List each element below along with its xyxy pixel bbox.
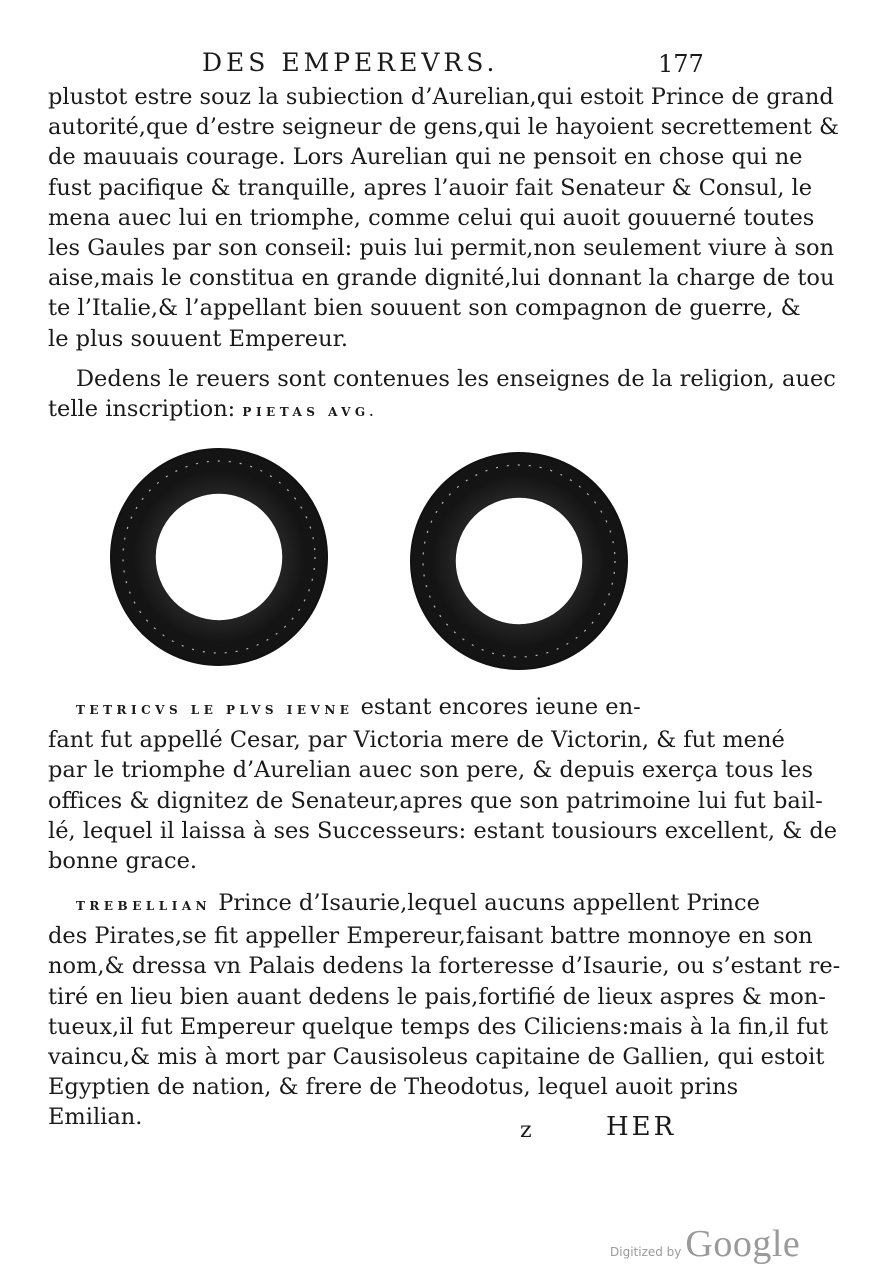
page-number: 177 [658,50,704,78]
text-line: offices & dignitez de Senateur,apres que son patrimoine lui fut bail- [48,787,823,814]
text-line: autorité,que d’estre seigneur de gens,qui le hayoient secrettement & [48,114,840,141]
text-line: le plus souuent Empereur. [48,325,349,352]
text-line: vaincu,& mis à mort par Causisoleus capitaine de Gallien, qui estoit [48,1044,825,1071]
text-line: te l’Italie,& l’appellant bien souuent son compagnon de guerre, & [48,295,801,322]
text-line: de mauuais courage. Lors Aurelian qui ne pensoit en chose qui ne [48,144,803,171]
text-line: tiré en lieu bien auant dedens le pais,fortifié de lieux aspres & mon- [48,983,826,1010]
medal-reverse-icon [411,453,627,669]
paragraph-trebellian [48,888,841,1133]
paragraph-reverse-description [48,364,836,427]
text-line: aise,mais le constitua en grande dignité,lui donnant la charge de tou [48,265,835,292]
text-line: les Gaules par son conseil: puis lui permit,non seulement viure à son [48,235,835,262]
running-head: DES EMPEREVRS. [202,48,499,77]
text-line [48,888,760,921]
text-line: Dedens le reuers sont contenues les enseignes de la religion, auec [76,366,836,392]
signature-mark: z [520,1118,532,1143]
text-line: tueux,il fut Empereur quelque temps des Ciliciens:mais à la fin,il fut [48,1013,829,1040]
text-line: par le triomphe d’Aurelian auec son pere, & depuis exerça tous les [48,757,814,784]
text-line: nom,& dressa vn Palais dedens la forteresse d’Isaurie, ou s’estant re- [48,953,841,980]
line-rest: Prince d’Isaurie,lequel aucuns appellent Prince [218,890,760,916]
digitized-watermark [610,1222,800,1266]
text-line: Egyptien de nation, & frere de Theodotus, lequel auoit prins [48,1074,739,1101]
text-line: plustot estre souz la subiection d’Aurelian,qui estoit Prince de grand [48,84,834,110]
text-line: Emilian. [48,1104,143,1131]
coin-inscription: PIETAS AVG. [242,405,378,420]
watermark-prefix: Digitized by [610,1245,682,1259]
text-line [48,394,688,427]
text-line: bonne grace. [48,848,198,875]
text-line: fust pacifique & tranquille, apres l’auoir fait Senateur & Consul, le [48,174,813,201]
person-name-tetricus: TETRICVS LE PLVS IEVNE [76,703,354,717]
inscription-prefix: telle inscription: [48,396,236,423]
person-name-trebellian: TREBELLIAN [76,899,212,913]
line-rest: estant encores ieune en- [360,694,641,720]
text-line: lé, lequel il laissa à ses Successeurs: estant tousiours excellent, & de [48,817,838,844]
paragraph-tetricus [48,692,838,876]
medal-obverse-icon [111,449,327,665]
text-line: des Pirates,se fit appeller Empereur,faisant battre monnoye en son [48,923,813,950]
text-line [48,692,688,725]
catchword: HER [606,1112,677,1142]
medal-illustrations [0,440,889,700]
google-logo: Google [685,1223,801,1265]
text-line: mena auec lui en triomphe, comme celui qui auoit gouuerné toutes [48,204,815,231]
text-line: fant fut appellé Cesar, par Victoria mere de Victorin, & fut mené [48,727,785,754]
paragraph-aurelian [48,82,840,354]
